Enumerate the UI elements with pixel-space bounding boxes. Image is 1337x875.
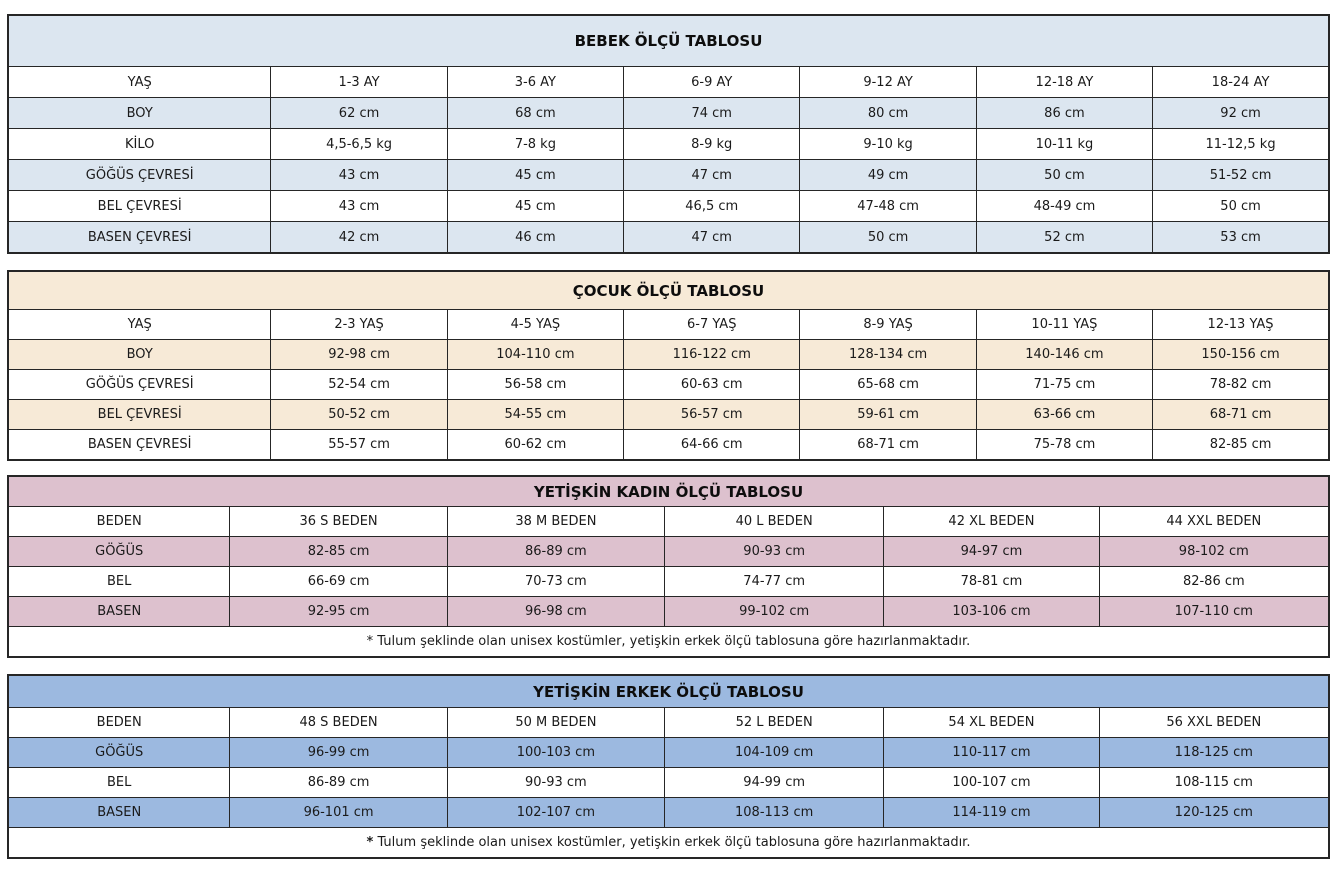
footnote-row <box>8 828 1329 859</box>
table-row <box>8 370 1329 400</box>
row-label-cell: YAŞ <box>8 310 271 340</box>
baby-size-table <box>7 14 1330 254</box>
value-cell: 8-9 kg <box>624 129 800 160</box>
value-cell: 68-71 cm <box>1153 400 1329 430</box>
value-cell: 46,5 cm <box>624 191 800 222</box>
table-row <box>8 537 1329 567</box>
value-cell: 100-103 cm <box>447 738 664 768</box>
table-row <box>8 567 1329 597</box>
footnote-text: Tulum şeklinde olan unisex kostümler, yetişkin erkek ölçü tablosuna göre hazırlanmaktadır. <box>373 634 971 649</box>
value-cell: 64-66 cm <box>624 430 800 461</box>
value-cell: 107-110 cm <box>1099 597 1329 627</box>
value-cell: 150-156 cm <box>1153 340 1329 370</box>
value-cell: 60-63 cm <box>624 370 800 400</box>
value-cell: 94-99 cm <box>665 768 884 798</box>
value-cell: 46 cm <box>447 222 623 254</box>
value-cell: 56 XXL BEDEN <box>1099 708 1329 738</box>
value-cell: 44 XXL BEDEN <box>1099 507 1329 537</box>
value-cell: 108-115 cm <box>1099 768 1329 798</box>
baby-table-body <box>8 67 1329 254</box>
value-cell: 52 cm <box>976 222 1152 254</box>
table-row <box>8 738 1329 768</box>
value-cell: 90-93 cm <box>665 537 884 567</box>
value-cell: 118-125 cm <box>1099 738 1329 768</box>
value-cell: 100-107 cm <box>884 768 1099 798</box>
table-title-row <box>8 476 1329 507</box>
adult-men-size-table <box>7 674 1330 859</box>
row-label-cell: GÖĞÜS ÇEVRESİ <box>8 160 271 191</box>
table-row <box>8 708 1329 738</box>
value-cell: 59-61 cm <box>800 400 976 430</box>
table-title-row <box>8 15 1329 67</box>
table-row <box>8 98 1329 129</box>
value-cell: 99-102 cm <box>665 597 884 627</box>
value-cell: 50 M BEDEN <box>447 708 664 738</box>
value-cell: 82-86 cm <box>1099 567 1329 597</box>
adult-women-table-body <box>8 507 1329 627</box>
value-cell: 43 cm <box>271 191 447 222</box>
value-cell: 104-109 cm <box>665 738 884 768</box>
value-cell: 74-77 cm <box>665 567 884 597</box>
adult-women-size-table <box>7 475 1330 658</box>
value-cell: 92-95 cm <box>230 597 447 627</box>
value-cell: 120-125 cm <box>1099 798 1329 828</box>
footnote-marker: * <box>366 634 374 649</box>
value-cell: 6-9 AY <box>624 67 800 98</box>
row-label-cell: BASEN ÇEVRESİ <box>8 430 271 461</box>
value-cell: 47-48 cm <box>800 191 976 222</box>
value-cell: 12-18 AY <box>976 67 1152 98</box>
value-cell: 38 M BEDEN <box>447 507 664 537</box>
value-cell: 86-89 cm <box>447 537 664 567</box>
value-cell: 66-69 cm <box>230 567 447 597</box>
value-cell: 51-52 cm <box>1153 160 1329 191</box>
value-cell: 3-6 AY <box>447 67 623 98</box>
value-cell: 70-73 cm <box>447 567 664 597</box>
value-cell: 60-62 cm <box>447 430 623 461</box>
value-cell: 45 cm <box>447 160 623 191</box>
value-cell: 82-85 cm <box>1153 430 1329 461</box>
value-cell: 108-113 cm <box>665 798 884 828</box>
value-cell: 96-99 cm <box>230 738 447 768</box>
value-cell: 9-12 AY <box>800 67 976 98</box>
value-cell: 102-107 cm <box>447 798 664 828</box>
child-table-body <box>8 310 1329 461</box>
value-cell: 18-24 AY <box>1153 67 1329 98</box>
value-cell: 74 cm <box>624 98 800 129</box>
table-row <box>8 340 1329 370</box>
value-cell: 12-13 YAŞ <box>1153 310 1329 340</box>
adult-men-table-title: YETİŞKİN ERKEK ÖLÇÜ TABLOSU <box>8 675 1329 708</box>
row-label-cell: BEDEN <box>8 708 230 738</box>
value-cell: 36 S BEDEN <box>230 507 447 537</box>
value-cell: 96-101 cm <box>230 798 447 828</box>
row-label-cell: GÖĞÜS <box>8 537 230 567</box>
value-cell: 62 cm <box>271 98 447 129</box>
value-cell: 92-98 cm <box>271 340 447 370</box>
table-row <box>8 507 1329 537</box>
value-cell: 42 cm <box>271 222 447 254</box>
table-row <box>8 222 1329 254</box>
table-row <box>8 597 1329 627</box>
row-label-cell: BEL ÇEVRESİ <box>8 191 271 222</box>
baby-table-title: BEBEK ÖLÇÜ TABLOSU <box>8 15 1329 67</box>
value-cell: 63-66 cm <box>976 400 1152 430</box>
value-cell: 86-89 cm <box>230 768 447 798</box>
value-cell: 71-75 cm <box>976 370 1152 400</box>
child-size-table <box>7 270 1330 461</box>
value-cell: 92 cm <box>1153 98 1329 129</box>
adult-men-footnote <box>8 828 1329 859</box>
value-cell: 78-82 cm <box>1153 370 1329 400</box>
value-cell: 47 cm <box>624 160 800 191</box>
table-row <box>8 798 1329 828</box>
value-cell: 54 XL BEDEN <box>884 708 1099 738</box>
child-table-title: ÇOCUK ÖLÇÜ TABLOSU <box>8 271 1329 310</box>
row-label-cell: BEL ÇEVRESİ <box>8 400 271 430</box>
row-label-cell: BEL <box>8 567 230 597</box>
value-cell: 6-7 YAŞ <box>624 310 800 340</box>
row-label-cell: BEL <box>8 768 230 798</box>
value-cell: 90-93 cm <box>447 768 664 798</box>
value-cell: 128-134 cm <box>800 340 976 370</box>
row-label-cell: GÖĞÜS ÇEVRESİ <box>8 370 271 400</box>
adult-women-table-title: YETİŞKİN KADIN ÖLÇÜ TABLOSU <box>8 476 1329 507</box>
table-row <box>8 160 1329 191</box>
value-cell: 49 cm <box>800 160 976 191</box>
row-label-cell: BASEN <box>8 798 230 828</box>
row-label-cell: BASEN <box>8 597 230 627</box>
value-cell: 10-11 kg <box>976 129 1152 160</box>
value-cell: 11-12,5 kg <box>1153 129 1329 160</box>
table-row <box>8 310 1329 340</box>
value-cell: 103-106 cm <box>884 597 1099 627</box>
table-row <box>8 430 1329 461</box>
row-label-cell: BEDEN <box>8 507 230 537</box>
table-row <box>8 67 1329 98</box>
table-row <box>8 400 1329 430</box>
value-cell: 94-97 cm <box>884 537 1099 567</box>
footnote-text: Tulum şeklinde olan unisex kostümler, yetişkin erkek ölçü tablosuna göre hazırlanmaktadır. <box>373 835 971 850</box>
value-cell: 80 cm <box>800 98 976 129</box>
value-cell: 4-5 YAŞ <box>447 310 623 340</box>
row-label-cell: KİLO <box>8 129 271 160</box>
value-cell: 75-78 cm <box>976 430 1152 461</box>
adult-men-table-body <box>8 708 1329 828</box>
value-cell: 110-117 cm <box>884 738 1099 768</box>
value-cell: 50 cm <box>800 222 976 254</box>
value-cell: 40 L BEDEN <box>665 507 884 537</box>
table-row <box>8 768 1329 798</box>
value-cell: 52 L BEDEN <box>665 708 884 738</box>
row-label-cell: BOY <box>8 98 271 129</box>
value-cell: 7-8 kg <box>447 129 623 160</box>
row-label-cell: GÖĞÜS <box>8 738 230 768</box>
footnote-marker: * <box>366 835 374 850</box>
value-cell: 42 XL BEDEN <box>884 507 1099 537</box>
value-cell: 56-57 cm <box>624 400 800 430</box>
table-row <box>8 129 1329 160</box>
value-cell: 104-110 cm <box>447 340 623 370</box>
value-cell: 56-58 cm <box>447 370 623 400</box>
value-cell: 1-3 AY <box>271 67 447 98</box>
value-cell: 48-49 cm <box>976 191 1152 222</box>
value-cell: 10-11 YAŞ <box>976 310 1152 340</box>
value-cell: 50 cm <box>1153 191 1329 222</box>
value-cell: 50-52 cm <box>271 400 447 430</box>
value-cell: 54-55 cm <box>447 400 623 430</box>
value-cell: 53 cm <box>1153 222 1329 254</box>
row-label-cell: BOY <box>8 340 271 370</box>
value-cell: 140-146 cm <box>976 340 1152 370</box>
row-label-cell: YAŞ <box>8 67 271 98</box>
value-cell: 78-81 cm <box>884 567 1099 597</box>
value-cell: 48 S BEDEN <box>230 708 447 738</box>
table-title-row <box>8 271 1329 310</box>
value-cell: 68-71 cm <box>800 430 976 461</box>
footnote-row <box>8 627 1329 658</box>
value-cell: 50 cm <box>976 160 1152 191</box>
value-cell: 43 cm <box>271 160 447 191</box>
table-row <box>8 191 1329 222</box>
value-cell: 65-68 cm <box>800 370 976 400</box>
value-cell: 96-98 cm <box>447 597 664 627</box>
value-cell: 45 cm <box>447 191 623 222</box>
adult-women-footnote <box>8 627 1329 658</box>
table-title-row <box>8 675 1329 708</box>
value-cell: 8-9 YAŞ <box>800 310 976 340</box>
value-cell: 52-54 cm <box>271 370 447 400</box>
value-cell: 98-102 cm <box>1099 537 1329 567</box>
row-label-cell: BASEN ÇEVRESİ <box>8 222 271 254</box>
value-cell: 55-57 cm <box>271 430 447 461</box>
value-cell: 86 cm <box>976 98 1152 129</box>
value-cell: 4,5-6,5 kg <box>271 129 447 160</box>
value-cell: 82-85 cm <box>230 537 447 567</box>
value-cell: 114-119 cm <box>884 798 1099 828</box>
value-cell: 47 cm <box>624 222 800 254</box>
value-cell: 68 cm <box>447 98 623 129</box>
value-cell: 9-10 kg <box>800 129 976 160</box>
value-cell: 116-122 cm <box>624 340 800 370</box>
value-cell: 2-3 YAŞ <box>271 310 447 340</box>
